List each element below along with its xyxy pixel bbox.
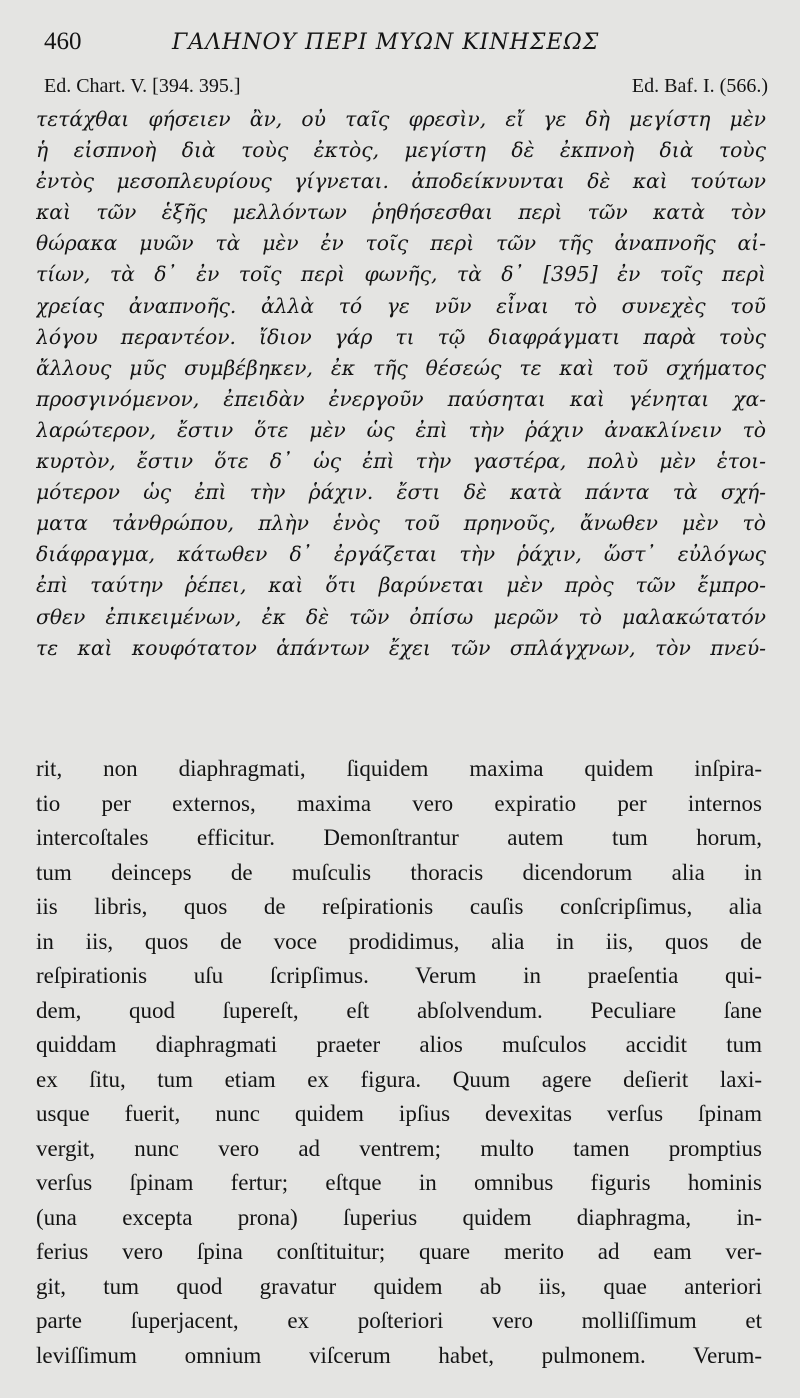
greek-text-line: λαρώτερον, ἔστιν ὅτε μὲν ὡς ἐπὶ τὴν ῥάχιν ἀνακλίνειν τὸ [36, 417, 766, 442]
greek-text-line: τίων, τὰ δ᾽ ἐν τοῖς περὶ φωνῆς, τὰ δ᾽ [395] ἐν τοῖς περὶ [36, 262, 766, 287]
greek-text-line: ἄλλους μῦς συμβέβηκεν, ἐκ τῆς θέσεώς τε καὶ τοῦ σχήματος [36, 355, 766, 380]
greek-text-line: τετάχθαι φήσειεν ἂν, οὐ ταῖς φρεσὶν, εἴ γε δὴ μεγίστη μὲν [36, 107, 766, 131]
page-header [44, 28, 764, 64]
latin-text-line: dem, quod ſupereſt, eſt abſolvendum. Peculiare ſane [36, 997, 762, 1023]
greek-text-line: λόγου περαντέον. ἴδιον γάρ τι τῷ διαφράγματι παρὰ τοὺς [36, 324, 766, 349]
greek-text-line: καὶ τῶν ἑξῆς μελλόντων ῥηθήσεσθαι περὶ τῶν κατὰ τὸν [36, 200, 766, 225]
latin-text-line: quiddam diaphragmati praeter alios muſculos accidit tum [36, 1032, 762, 1057]
edition-reference-line [44, 75, 768, 105]
greek-text-line: ἐντὸς μεσοπλευρίους γίγνεται. ἀποδείκνυνται δὲ καὶ τούτων [36, 169, 766, 194]
latin-text-line: leviſſimum omnium viſcerum habet, pulmonem. Verum- [36, 1342, 762, 1368]
latin-text-line: reſpirationis uſu ſcripſimus. Verum in praeſentia qui- [36, 963, 762, 988]
latin-text-line: usque fuerit, nunc quidem ipſius devexitas verſus ſpinam [36, 1101, 762, 1126]
greek-text-line: διάφραγμα, κάτωθεν δ᾽ ἐργάζεται τὴν ῥάχιν, ὥστ᾽ εὐλόγως [36, 542, 766, 567]
greek-text-line: κυρτὸν, ἔστιν ὅτε δ᾽ ὡς ἐπὶ τὴν γαστέρα, πολὺ μὲν ἑτοι- [36, 449, 766, 474]
latin-text-line: vergit, nunc vero ad ventrem; multo tamen promptius [36, 1135, 762, 1161]
greek-text-line: προσγινόμενον, ἐπειδὰν ἐνεργοῦν παύσηται καὶ γένηται χα- [36, 386, 766, 411]
latin-text-line: rit, non diaphragmati, ſiquidem maxima quidem inſpira- [36, 756, 762, 781]
edition-reference-basel: Ed. Baf. I. (566.) [631, 75, 768, 97]
greek-text-line: ἐπὶ ταύτην ῥέπει, καὶ ὅτι βαρύνεται μὲν πρὸς τῶν ἔμπρο- [36, 573, 766, 598]
latin-text-line: intercoſtales efficitur. Demonſtrantur autem tum horum, [36, 825, 762, 850]
edition-reference-chartier: Ed. Chart. V. [394. 395.] [44, 75, 241, 97]
greek-text-line: τε καὶ κουφότατον ἁπάντων ἔχει τῶν σπλάγχνων, τὸν πνεύ- [36, 635, 766, 660]
latin-text-line: tum deinceps de muſculis thoracis dicendorum alia in [36, 859, 762, 885]
running-title: ΓΑΛΗΝΟΥ ΠΕΡΙ ΜΥΩΝ ΚΙΝΗΣΕΩΣ [172, 30, 600, 55]
greek-text-line: ἡ εἰσπνοὴ διὰ τοὺς ἐκτὸς, μεγίστη δὲ ἐκπνοὴ διὰ τοὺς [36, 138, 766, 163]
greek-text-line: σθεν ἐπικειμένων, ἐκ δὲ τῶν ὀπίσω μερῶν τὸ μαλακώτατόν [36, 604, 766, 629]
greek-text-block [36, 104, 766, 664]
latin-text-block [36, 752, 762, 1373]
latin-text-line: ex ſitu, tum etiam ex figura. Quum agere deſierit laxi- [36, 1066, 762, 1092]
greek-text-line: χρείας ἀναπνοῆς. ἀλλὰ τό γε νῦν εἶναι τὸ συνεχὲς τοῦ [36, 293, 766, 318]
greek-text-line: θώρακα μυῶν τὰ μὲν ἐν τοῖς περὶ τῶν τῆς ἀναπνοῆς αἰ- [36, 231, 766, 256]
latin-text-line: in iis, quos de voce prodidimus, alia in iis, quos de [36, 928, 762, 954]
latin-text-line: parte ſuperjacent, ex poſteriori vero molliſſimum et [36, 1308, 762, 1333]
latin-text-line: git, tum quod gravatur quidem ab iis, quae anteriori [36, 1273, 762, 1299]
latin-text-line: tio per externos, maxima vero expiratio per internos [36, 790, 762, 816]
greek-text-line: ματα τἀνθρώπου, πλὴν ἑνὸς τοῦ πρηνοῦς, ἄνωθεν μὲν τὸ [36, 511, 766, 536]
latin-text-line: verſus ſpinam fertur; eſtque in omnibus figuris hominis [36, 1170, 762, 1195]
latin-text-line: iis libris, quos de reſpirationis cauſis conſcripſimus, alia [36, 894, 762, 919]
page-number: 460 [44, 28, 82, 55]
latin-text-line: ferius vero ſpina conſtituitur; quare merito ad eam ver- [36, 1239, 762, 1264]
greek-text-line: μότερον ὡς ἐπὶ τὴν ῥάχιν. ἔστι δὲ κατὰ πάντα τὰ σχή- [36, 480, 766, 505]
latin-text-line: (una excepta prona) ſuperius quidem diaphragma, in- [36, 1204, 762, 1230]
